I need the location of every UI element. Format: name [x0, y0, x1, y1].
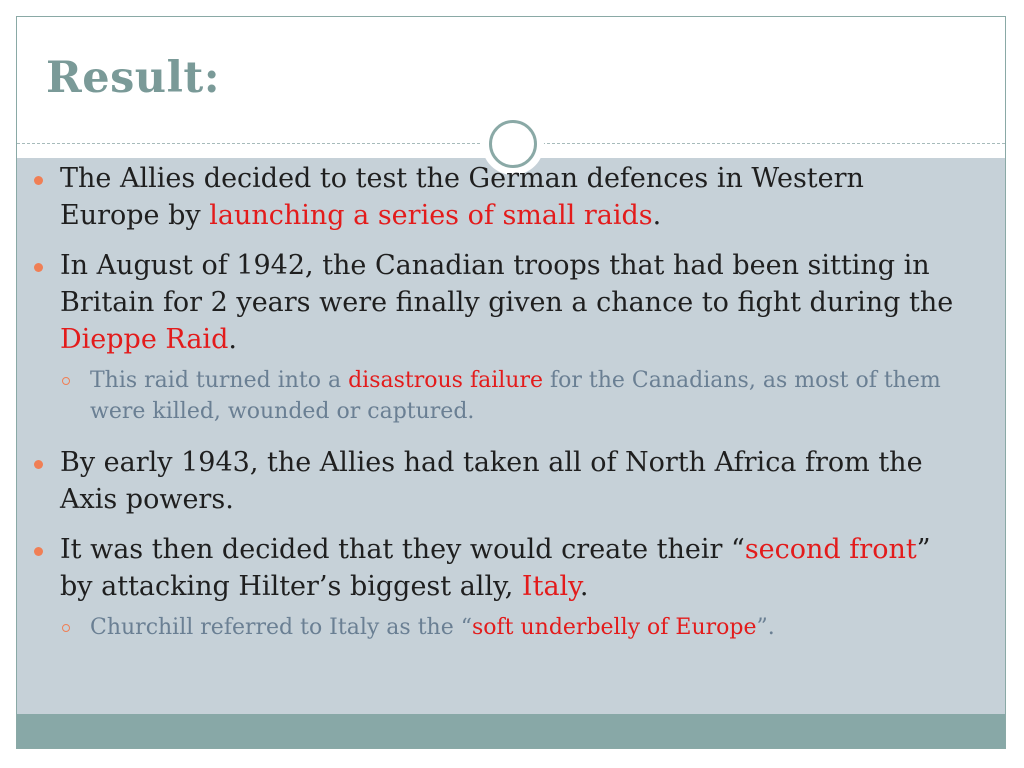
bottom-band	[17, 714, 1005, 748]
bullet-text: By early 1943, the Allies had taken all of North Africa from the Axis powers.	[60, 447, 923, 515]
bullet-dot-icon	[34, 263, 43, 272]
sub-bullet-text: This raid turned into a	[90, 368, 349, 393]
bullet-item	[30, 247, 970, 358]
bullet-text: It was then decided that they would create their “	[60, 534, 745, 565]
sub-bullet-text: Churchill referred to Italy as the “	[90, 615, 472, 640]
highlight-text: Dieppe Raid	[60, 324, 229, 355]
bullet-item	[30, 531, 970, 605]
highlight-text: launching a series of small raids	[209, 200, 653, 231]
bullet-dot-icon	[34, 547, 43, 556]
sub-bullet-text: ”.	[756, 615, 775, 640]
bullet-dot-icon	[34, 176, 43, 185]
sub-bullet-item	[30, 365, 970, 427]
bullet-list	[30, 160, 970, 660]
bullet-dot-icon	[34, 460, 43, 469]
sub-bullet-item	[30, 612, 970, 643]
bullet-text: .	[228, 324, 237, 355]
bullet-text: The Allies decided to test the German defences in Western Europe by	[60, 163, 864, 231]
highlight-text: second front	[744, 534, 917, 565]
bullet-text: ” by attacking Hilter’s biggest ally,	[60, 534, 931, 602]
highlight-text: disastrous failure	[348, 368, 543, 393]
bullet-text: .	[579, 571, 589, 602]
sub-bullet-ring-icon	[62, 377, 70, 385]
highlight-text: soft underbelly of Europe	[471, 615, 757, 640]
sub-bullet-text: for the Canadians, as most of them were killed, wounded or captured.	[90, 368, 941, 424]
bullet-text: In August of 1942, the Canadian troops that had been sitting in Britain for 2 years were finally given a chance to fight during the	[60, 250, 954, 318]
highlight-text: Italy	[521, 571, 580, 602]
bullet-item	[30, 444, 970, 518]
bullet-item	[30, 160, 970, 234]
page-title: Result:	[46, 53, 221, 103]
bullet-text: .	[652, 200, 662, 231]
sub-bullet-ring-icon	[62, 624, 70, 632]
